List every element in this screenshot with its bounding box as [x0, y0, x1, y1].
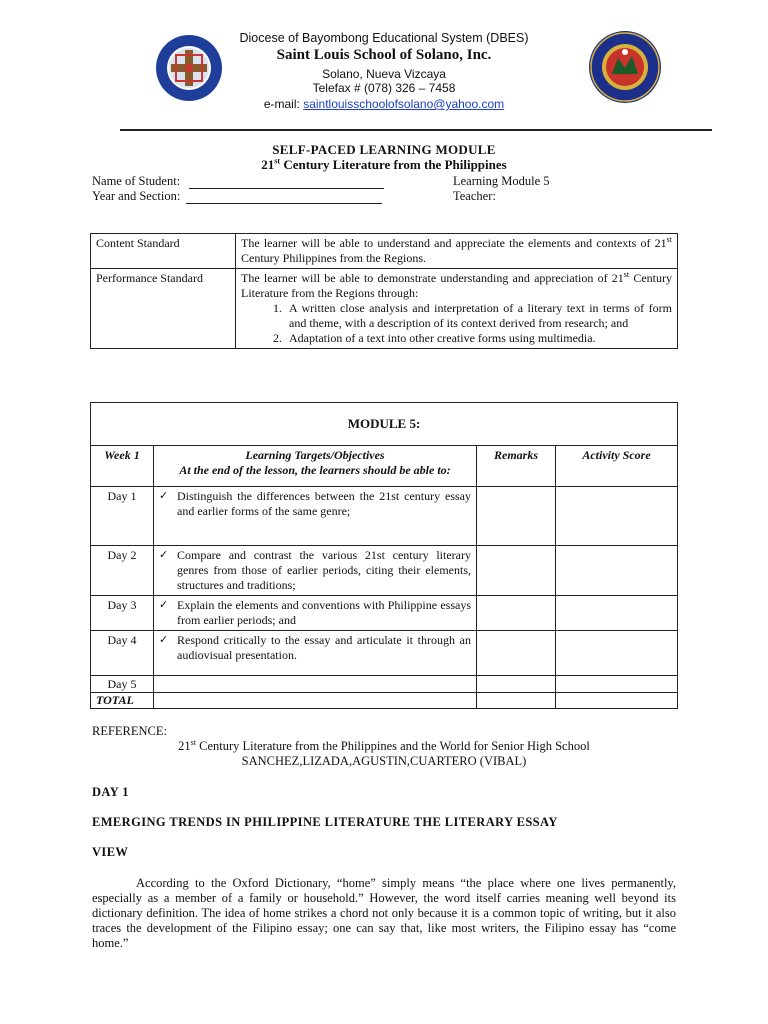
performance-item: 1. A written close analysis and interpretation of a literary text in terms of form and theme, with a description of its context derived from research; and	[285, 301, 672, 331]
module-title-row	[91, 403, 678, 446]
table-row	[91, 487, 678, 546]
score-cell[interactable]	[556, 546, 678, 596]
header-divider	[120, 129, 712, 131]
score-cell[interactable]	[556, 596, 678, 631]
target-cell	[154, 676, 477, 693]
total-row	[91, 693, 678, 709]
school-name: Saint Louis School of Solano, Inc.	[276, 47, 492, 63]
day-heading: DAY 1	[92, 785, 129, 799]
section-heading: EMERGING TRENDS IN PHILIPPINE LITERATURE THE LITERARY ESSAY	[92, 815, 558, 829]
remarks-cell[interactable]	[477, 487, 556, 546]
email-label: e-mail:	[263, 97, 304, 111]
total-remarks-cell[interactable]	[477, 693, 556, 709]
teacher-label: Teacher:	[453, 189, 496, 203]
performance-standard-label: Performance Standard	[91, 269, 236, 349]
col-activity-score: Activity Score	[556, 446, 678, 487]
student-name-blank[interactable]	[189, 176, 384, 189]
school-address: Solano, Nueva Vizcaya	[322, 67, 446, 81]
col-remarks: Remarks	[477, 446, 556, 487]
year-section-label: Year and Section:	[92, 189, 181, 203]
checkmark-icon: ✓	[159, 489, 169, 502]
target-cell: ✓ Respond critically to the essay and articulate it through an audiovisual presentation.	[154, 631, 477, 676]
score-cell[interactable]	[556, 631, 678, 676]
total-label: TOTAL	[91, 693, 154, 709]
performance-standard-row	[91, 269, 678, 349]
table-row	[91, 596, 678, 631]
checkmark-icon: ✓	[159, 548, 169, 561]
day-cell: Day 3	[91, 596, 154, 631]
score-cell[interactable]	[556, 676, 678, 693]
reference-label: REFERENCE:	[92, 724, 168, 738]
year-section-field	[92, 189, 382, 204]
total-score-cell[interactable]	[556, 693, 678, 709]
module-title: SELF-PACED LEARNING MODULE	[272, 142, 496, 157]
school-email-line	[0, 97, 768, 111]
module-number: MODULE 5:	[91, 403, 678, 446]
table-row	[91, 546, 678, 596]
content-standard-label: Content Standard	[91, 234, 236, 269]
content-standard-text: The learner will be able to understand and appreciate the elements and contexts of 21st Century Philippines from the Regions.	[236, 234, 678, 269]
remarks-cell[interactable]	[477, 546, 556, 596]
day-cell: Day 2	[91, 546, 154, 596]
student-name-label: Name of Student:	[92, 174, 181, 188]
standards-table	[90, 233, 678, 349]
module-subtitle: 21st Century Literature from the Philippines	[261, 156, 507, 172]
total-target-cell	[154, 693, 477, 709]
target-cell: ✓ Explain the elements and conventions with Philippine essays from earlier periods; and	[154, 596, 477, 631]
module-table	[90, 402, 678, 709]
performance-items	[241, 301, 672, 346]
checkmark-icon: ✓	[159, 633, 169, 646]
target-cell: ✓ Compare and contrast the various 21st century literary genres from those of earlier periods, citing their elements, structures and traditions;	[154, 546, 477, 596]
diocese-name: Diocese of Bayombong Educational System (DBES)	[239, 31, 529, 45]
col-week: Week 1	[91, 446, 154, 487]
table-row	[91, 631, 678, 676]
day-cell: Day 4	[91, 631, 154, 676]
table-row	[91, 676, 678, 693]
target-cell: ✓ Distinguish the differences between the 21st century essay and earlier forms of the same genre;	[154, 487, 477, 546]
col-targets: Learning Targets/Objectives At the end of the lesson, the learners should be able to:	[154, 446, 477, 487]
score-cell[interactable]	[556, 487, 678, 546]
content-standard-row	[91, 234, 678, 269]
email-link[interactable]: saintlouisschoolofsolano@yahoo.com	[303, 97, 505, 111]
remarks-cell[interactable]	[477, 596, 556, 631]
performance-standard-text: The learner will be able to demonstrate understanding and appreciation of 21st Century Literature from the Regions through: 1. A written close analysis and interpretation of a literary text in terms of form and theme, with a description of its context derived from research; and 2. Adaptation of a text into other creative forms using multimedia.	[236, 269, 678, 349]
reference-book: 21st Century Literature from the Philippines and the World for Senior High School	[178, 737, 590, 753]
learning-module-label: Learning Module 5	[453, 174, 550, 188]
checkmark-icon: ✓	[159, 598, 169, 611]
year-section-blank[interactable]	[186, 191, 382, 204]
module-header-row	[91, 446, 678, 487]
school-telefax: Telefax # (078) 326 – 7458	[312, 81, 456, 95]
remarks-cell[interactable]	[477, 631, 556, 676]
day-cell: Day 1	[91, 487, 154, 546]
performance-item: 2. Adaptation of a text into other creative forms using multimedia.	[285, 331, 672, 346]
remarks-cell[interactable]	[477, 676, 556, 693]
view-heading: VIEW	[92, 845, 129, 859]
day-cell: Day 5	[91, 676, 154, 693]
student-name-field	[92, 174, 384, 189]
reference-authors: SANCHEZ,LIZADA,AGUSTIN,CUARTERO (VIBAL)	[241, 754, 527, 768]
body-paragraph: According to the Oxford Dictionary, “home” simply means “the place where one lives permanently, especially as a member of a family or household.” However, the word itself carries meaning well beyond its dictionary definition. The idea of home strikes a chord not only because it is a common topic of writing, but it also traces the development of the Filipino essay; one can say that, like most writers, the Filipino essay has “come home.”	[92, 876, 676, 950]
